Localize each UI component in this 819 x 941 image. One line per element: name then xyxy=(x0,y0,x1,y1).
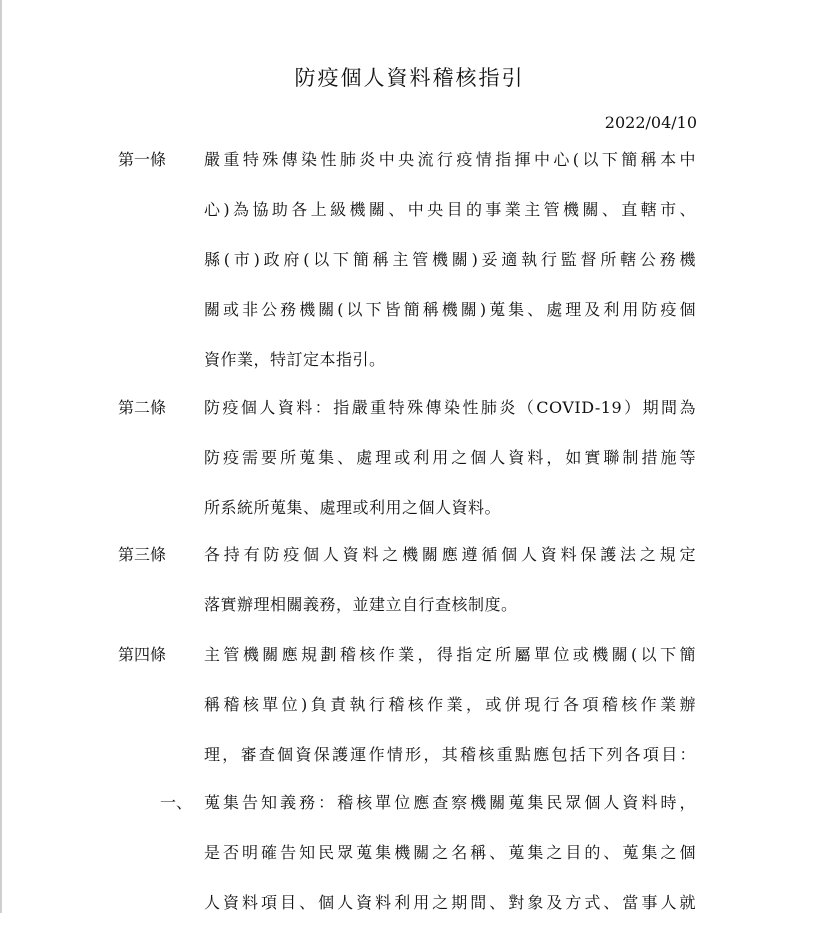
page-edge xyxy=(0,0,2,913)
article-line: 所系統所蒐集、處理或利用之個人資料。 xyxy=(204,498,502,517)
article-line: 各持有防疫個人資料之機關應遵循個人資料保護法之規定 xyxy=(204,545,696,564)
article-line: 心)為協助各上級機關、中央目的事業主管機關、直轄市、 xyxy=(204,200,696,219)
item-label: 一、 xyxy=(160,793,193,812)
article-body xyxy=(204,543,696,643)
article-label: 第四條 xyxy=(118,645,167,664)
article-label: 第三條 xyxy=(118,545,167,564)
item-line: 蒐集告知義務：稽核單位應查察機關蒐集民眾個人資料時， xyxy=(204,793,696,812)
article-body xyxy=(204,148,696,398)
document-date: 2022/04/10 xyxy=(604,113,697,132)
article-line: 縣(市)政府(以下簡稱主管機關)妥適執行監督所轄公務機 xyxy=(204,250,696,269)
item-line: 是否明確告知民眾蒐集機關之名稱、蒐集之目的、蒐集之個 xyxy=(204,843,696,862)
article-line: 資作業，特訂定本指引。 xyxy=(204,350,386,369)
article-line: 防疫需要所蒐集、處理或利用之個人資料，如實聯制措施等 xyxy=(204,448,696,467)
item-body xyxy=(204,791,696,941)
article-body xyxy=(204,396,696,546)
document-title: 防疫個人資料稽核指引 xyxy=(294,66,525,90)
article-label: 第二條 xyxy=(118,398,167,417)
article-line: 關或非公務機關(以下皆簡稱機關)蒐集、處理及利用防疫個 xyxy=(204,300,696,319)
article-line: 防疫個人資料：指嚴重特殊傳染性肺炎（COVID-19）期間為 xyxy=(204,398,696,417)
article-line: 落實辦理相關義務，並建立自行查核制度。 xyxy=(204,595,518,614)
article-line: 主管機關應規劃稽核作業，得指定所屬單位或機關(以下簡 xyxy=(204,645,696,664)
article-label: 第一條 xyxy=(118,150,167,169)
article-line: 稱稽核單位)負責執行稽核作業，或併現行各項稽核作業辦 xyxy=(204,695,696,714)
article-line: 嚴重特殊傳染性肺炎中央流行疫情指揮中心(以下簡稱本中 xyxy=(204,150,696,169)
item-line: 人資料項目、個人資料利用之期間、對象及方式、當事人就 xyxy=(204,893,696,912)
article-body xyxy=(204,643,696,793)
article-line: 理，審查個資保護運作情形，其稽核重點應包括下列各項目： xyxy=(204,745,696,764)
